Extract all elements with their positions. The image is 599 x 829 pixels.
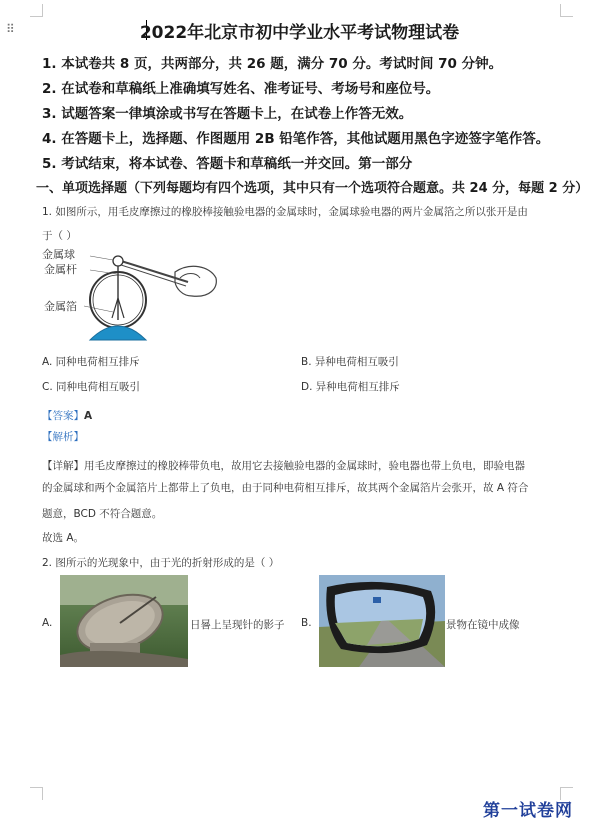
instruction-1: 1. 本试卷共 8 页，共两部分，共 26 题，满分 70 分。考试时间 70 分钟。 (42, 56, 503, 72)
q1-detail-line-1: 【详解】用毛皮摩擦过的橡胶棒带负电，故用它去接触验电器的金属球时，验电器也带上负电，即验电器 (42, 460, 525, 472)
q1-answer (42, 404, 92, 423)
instruction-3: 3. 试题答案一律填涂或书写在答题卡上，在试卷上作答无效。 (42, 106, 413, 122)
answer-value: A (84, 410, 93, 422)
q1-stem-line-1: 1. 如图所示，用毛皮摩擦过的橡胶棒接触验电器的金属球时，金属球验电器的两片金属箔之所以张开是由 (42, 206, 528, 218)
q1-stem-line-2: 于（ ） (42, 230, 77, 242)
crop-mark-top-left (30, 4, 43, 17)
label-metal-rod: 金属杆 (44, 263, 77, 276)
metal-ball (113, 256, 123, 266)
detail-tag: 【详解】 (42, 460, 84, 472)
q2-option-b-caption: 景物在镜中成像 (446, 619, 520, 631)
crop-mark-top-right (560, 4, 573, 17)
instruction-4: 4. 在答题卡上，选择题、作图题用 2B 铅笔作答，其他试题用黑色字迹签字笔作答。 (42, 131, 550, 147)
electroscope-stand (90, 326, 146, 340)
q1-option-b: B. 异种电荷相互吸引 (301, 356, 399, 368)
q1-detail-line-3: 题意，BCD 不符合题意。 (42, 508, 163, 520)
q1-option-d: D. 异种电荷相互排斥 (301, 381, 400, 393)
electroscope-figure (40, 242, 230, 352)
answer-tag: 【答案】 (42, 410, 84, 422)
q2-option-a-caption: 日晷上呈现针的影子 (190, 619, 285, 631)
metal-foil (112, 298, 118, 318)
q2-option-b-letter: B. (301, 617, 312, 629)
label-metal-ball: 金属球 (42, 248, 75, 261)
q1-option-c: C. 同种电荷相互吸引 (42, 381, 141, 393)
drag-handle-icon[interactable]: ⠿ (6, 22, 13, 36)
side-mirror-photo (319, 575, 445, 667)
q2-stem: 2. 图所示的光现象中，由于光的折射形成的是（ ） (42, 557, 280, 569)
crop-mark-bottom-left (30, 787, 43, 800)
instruction-2: 2. 在试卷和草稿纸上准确填写姓名、准考证号、考场号和座位号。 (42, 81, 440, 97)
hand-icon (175, 266, 216, 296)
q1-detail-line-2: 的金属球和两个金属箔片上都带上了负电，由于同种电荷相互排斥，故其两个金属箔片会张开，故 A 符合 (42, 482, 529, 494)
q2-option-a-letter: A. (42, 617, 53, 629)
sundial-photo (60, 575, 188, 667)
label-metal-foil: 金属箔 (44, 300, 77, 313)
page-title: 2022年北京市初中学业水平考试物理试卷 (139, 23, 460, 43)
instruction-5: 5. 考试结束，将本试卷、答题卡和草稿纸一并交回。第一部分 (42, 156, 413, 172)
q1-conclusion: 故选 A。 (42, 532, 85, 544)
section-heading: 一、单项选择题（下列每题均有四个选项，其中只有一个选项符合题意。共 24 分，每题 2 分） (36, 181, 589, 196)
footer-brand-logo: 第一试卷网 (483, 801, 573, 821)
q1-option-a: A. 同种电荷相互排斥 (42, 356, 140, 368)
analysis-tag: 【解析】 (42, 431, 84, 443)
